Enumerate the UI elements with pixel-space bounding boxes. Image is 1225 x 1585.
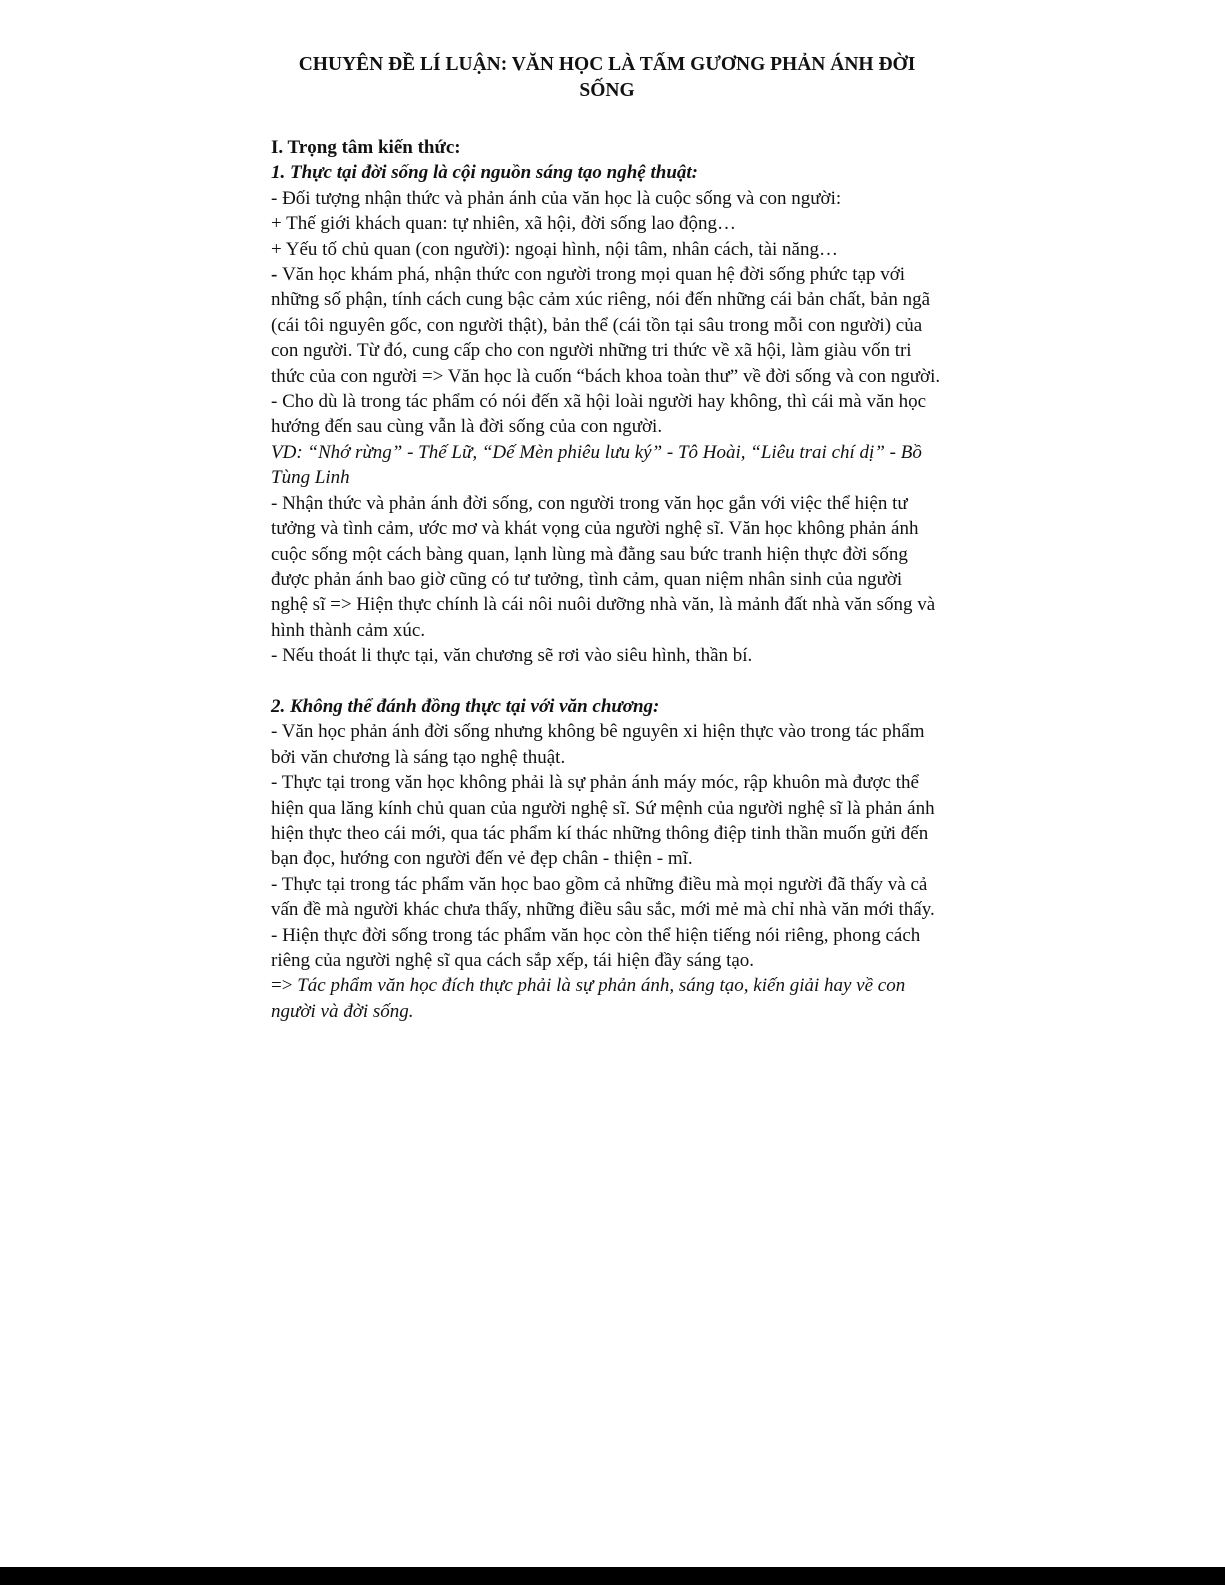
paragraph: - Thực tại trong tác phẩm văn học bao gồm cả những điều mà mọi người đã thấy và cả vấn đề mà người khác chưa thấy, những điều sâu sắc, mới mẻ mà chỉ nhà văn mới thấy. [271, 873, 935, 921]
paragraph: - Văn học phản ánh đời sống nhưng không bê nguyên xi hiện thực vào trong tác phẩm bởi văn chương là sáng tạo nghệ thuật. [271, 721, 925, 768]
subsection-2-heading: 2. Không thể đánh đồng thực tại với văn chương: [271, 695, 660, 717]
section-heading: I. Trọng tâm kiến thức: [271, 137, 461, 158]
bottom-border [0, 1567, 1225, 1585]
paragraph: - Hiện thực đời sống trong tác phẩm văn học còn thể hiện tiếng nói riêng, phong cách riêng của người nghệ sĩ qua cách sắp xếp, tái hiện đầy sáng tạo. [271, 924, 921, 971]
bold-dash: - [271, 264, 283, 286]
arrow: => [271, 975, 298, 997]
paragraph: - Đối tượng nhận thức và phản ánh của văn học là cuộc sống và con người: [271, 187, 842, 209]
paragraph: + Thế giới khách quan: tự nhiên, xã hội, đời sống lao động… [271, 213, 737, 235]
paragraph: - Cho dù là trong tác phẩm có nói đến xã hội loài người hay không, thì cái mà văn học hướng đến sau cùng vẫn là đời sống của con người. [271, 391, 927, 438]
document-page [271, 52, 943, 1024]
subsection-1-heading: 1. Thực tại đời sống là cội nguồn sáng tạo nghệ thuật: [271, 162, 698, 184]
spacer [271, 669, 943, 694]
paragraph-text: Văn học khám phá, nhận thức con người trong mọi quan hệ đời sống phức tạp với những số phận, tính cách cung bậc cảm xúc riêng, nói đến những cái bản chất, bản ngã (cái tôi nguyên gốc, con người thật), bản thể (cái tồn tại sâu trong mỗi con người) của con người. Từ đó, cung cấp cho con người những tri thức về xã hội, làm giàu vốn tri thức của con người => Văn học là cuốn “bách khoa toàn thư” về đời sống và con người. [271, 264, 941, 387]
paragraph [271, 262, 943, 389]
paragraph: - Nếu thoát li thực tại, văn chương sẽ rơi vào siêu hình, thần bí. [271, 645, 753, 667]
conclusion [271, 973, 943, 1024]
paragraph: + Yếu tố chủ quan (con người): ngoại hình, nội tâm, nhân cách, tài năng… [271, 238, 838, 260]
paragraph: - Nhận thức và phản ánh đời sống, con người trong văn học gắn với việc thể hiện tư tưởng và tình cảm, ước mơ và khát vọng của người nghệ sĩ. Văn học không phản ánh cuộc sống một cách bàng quan, lạnh lùng mà đằng sau bức tranh hiện thực đời sống được phản ánh bao giờ cũng có tư tưởng, tình cảm, quan niệm nhân sinh của người nghệ sĩ => Hiện thực chính là cái nôi nuôi dưỡng nhà văn, là mảnh đất nhà văn sống và hình thành cảm xúc. [271, 492, 936, 641]
paragraph: - Thực tại trong văn học không phải là sự phản ánh máy móc, rập khuôn mà được thể hiện qua lăng kính chủ quan của người nghệ sĩ. Sứ mệnh của người nghệ sĩ là phản ánh hiện thực theo cái mới, qua tác phẩm kí thác những thông điệp tinh thần muốn gửi đến bạn đọc, hướng con người đến vẻ đẹp chân - thiện - mĩ. [271, 772, 935, 870]
conclusion-text: Tác phẩm văn học đích thực phải là sự phản ánh, sáng tạo, kiến giải hay về con người và đời sống. [271, 975, 906, 1022]
example-line: VD: “Nhớ rừng” - Thế Lữ, “Dế Mèn phiêu lưu ký” - Tô Hoài, “Liêu trai chí dị” - Bồ Tùng Linh [271, 441, 922, 489]
document-title: CHUYÊN ĐỀ LÍ LUẬN: VĂN HỌC LÀ TẤM GƯƠNG PHẢN ÁNH ĐỜI SỐNG [298, 54, 916, 101]
